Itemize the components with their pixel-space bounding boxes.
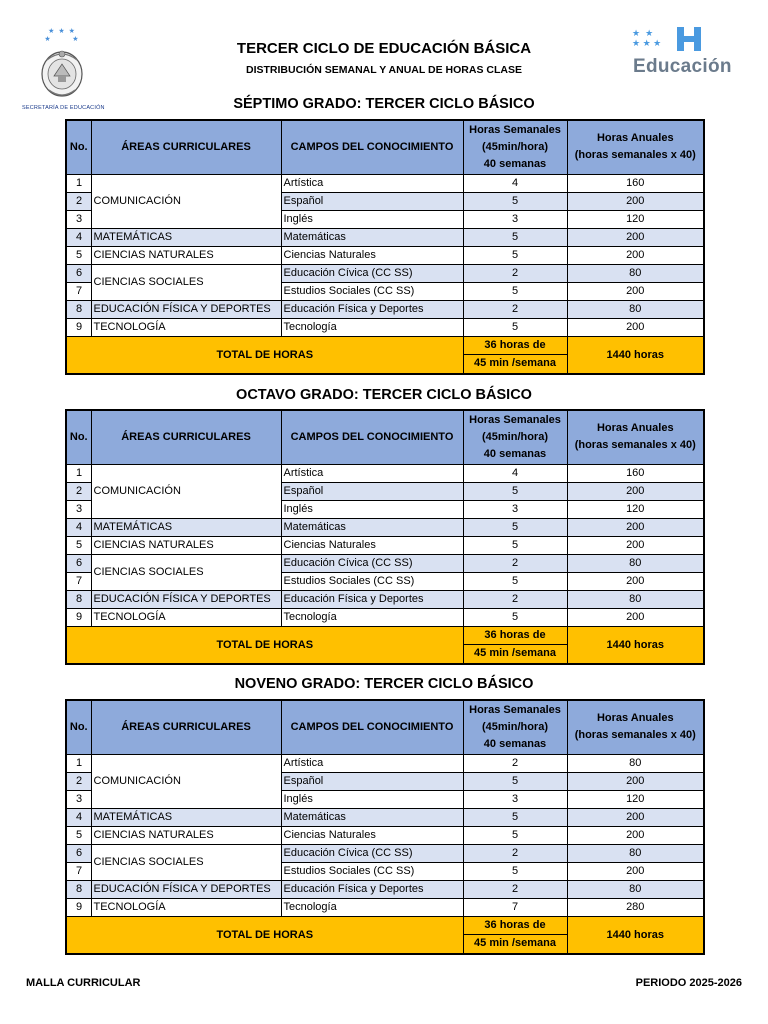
horas-anuales-cell: 200 xyxy=(567,482,704,500)
area-cell: EDUCACIÓN FÍSICA Y DEPORTES xyxy=(91,300,281,318)
row-number: 7 xyxy=(66,282,91,300)
horas-semanales-cell: 5 xyxy=(463,536,567,554)
col-header-no: No. xyxy=(66,410,91,464)
row-number: 4 xyxy=(66,228,91,246)
row-number: 6 xyxy=(66,554,91,572)
horas-semanales-cell: 2 xyxy=(463,264,567,282)
col-header-no: No. xyxy=(66,120,91,174)
grade-title: OCTAVO GRADO: TERCER CICLO BÁSICO xyxy=(236,387,532,403)
table-row xyxy=(66,246,704,264)
table-row xyxy=(66,264,704,282)
hours-table xyxy=(65,119,705,375)
row-number: 3 xyxy=(66,210,91,228)
total-row xyxy=(66,626,704,664)
horas-anuales-cell: 120 xyxy=(567,210,704,228)
header-line: Horas Anuales xyxy=(596,712,674,725)
horas-anuales-cell: 200 xyxy=(567,772,704,790)
campo-cell: Ciencias Naturales xyxy=(281,826,463,844)
header-line: 40 semanas xyxy=(483,447,547,460)
horas-semanales-cell: 4 xyxy=(463,464,567,482)
total-label: TOTAL DE HORAS xyxy=(66,916,463,954)
campo-cell: Matemáticas xyxy=(281,228,463,246)
horas-anuales-cell: 200 xyxy=(567,518,704,536)
row-number: 7 xyxy=(66,862,91,880)
header-line: Horas Anuales xyxy=(596,132,674,145)
area-cell: COMUNICACIÓN xyxy=(91,754,281,808)
hours-table xyxy=(65,699,705,955)
table-row xyxy=(66,844,704,862)
row-number: 3 xyxy=(66,500,91,518)
campo-cell: Educación Física y Deportes xyxy=(281,880,463,898)
table-row xyxy=(66,300,704,318)
header-line: 40 semanas xyxy=(483,157,547,170)
campo-cell: Ciencias Naturales xyxy=(281,246,463,264)
campo-cell: Educación Física y Deportes xyxy=(281,590,463,608)
horas-anuales-cell: 80 xyxy=(567,264,704,282)
horas-anuales-cell: 200 xyxy=(567,536,704,554)
footer-period: PERIODO 2025-2026 xyxy=(635,977,742,989)
header-line: (45min/hora) xyxy=(481,430,548,443)
total-row xyxy=(66,336,704,374)
table-row xyxy=(66,590,704,608)
header-line: Horas Semanales xyxy=(469,123,561,136)
row-number: 6 xyxy=(66,264,91,282)
campo-cell: Matemáticas xyxy=(281,808,463,826)
horas-anuales-cell: 200 xyxy=(567,608,704,626)
horas-anuales-cell: 200 xyxy=(567,572,704,590)
table-row xyxy=(66,754,704,772)
campo-cell: Estudios Sociales (CC SS) xyxy=(281,862,463,880)
header-line: (horas semanales x 40) xyxy=(574,439,696,452)
header-line: (horas semanales x 40) xyxy=(574,149,696,162)
document-title: TERCER CICLO DE EDUCACIÓN BÁSICA xyxy=(236,40,532,57)
campo-cell: Matemáticas xyxy=(281,518,463,536)
col-header-campos: CAMPOS DEL CONOCIMIENTO xyxy=(281,120,463,174)
area-cell: TECNOLOGÍA xyxy=(91,608,281,626)
horas-anuales-cell: 80 xyxy=(567,590,704,608)
row-number: 5 xyxy=(66,826,91,844)
campo-cell: Inglés xyxy=(281,790,463,808)
area-cell: CIENCIAS SOCIALES xyxy=(91,264,281,300)
row-number: 8 xyxy=(66,300,91,318)
campo-cell: Español xyxy=(281,482,463,500)
row-number: 7 xyxy=(66,572,91,590)
campo-cell: Ciencias Naturales xyxy=(281,536,463,554)
horas-semanales-cell: 3 xyxy=(463,790,567,808)
col-header-horas-semanales xyxy=(463,120,567,174)
horas-anuales-cell: 280 xyxy=(567,898,704,916)
col-header-areas: ÁREAS CURRICULARES xyxy=(91,120,281,174)
horas-semanales-cell: 5 xyxy=(463,228,567,246)
total-anual: 1440 horas xyxy=(567,336,704,374)
horas-anuales-cell: 200 xyxy=(567,282,704,300)
row-number: 6 xyxy=(66,844,91,862)
total-semanal xyxy=(463,336,567,374)
row-number: 1 xyxy=(66,464,91,482)
horas-semanales-cell: 5 xyxy=(463,282,567,300)
horas-semanales-cell: 5 xyxy=(463,608,567,626)
horas-anuales-cell: 120 xyxy=(567,500,704,518)
horas-anuales-cell: 80 xyxy=(567,754,704,772)
horas-semanales-cell: 2 xyxy=(463,590,567,608)
campo-cell: Estudios Sociales (CC SS) xyxy=(281,572,463,590)
grade-title: SÉPTIMO GRADO: TERCER CICLO BÁSICO xyxy=(233,96,535,112)
total-semanal-line: 36 horas de xyxy=(464,337,567,355)
row-number: 9 xyxy=(66,318,91,336)
col-header-areas: ÁREAS CURRICULARES xyxy=(91,700,281,754)
header-line: Horas Semanales xyxy=(469,703,561,716)
logo-caption: SECRETARÍA DE EDUCACIÓN xyxy=(22,105,105,111)
horas-anuales-cell: 120 xyxy=(567,790,704,808)
horas-anuales-cell: 200 xyxy=(567,808,704,826)
table-row xyxy=(66,898,704,916)
campo-cell: Inglés xyxy=(281,500,463,518)
row-number: 1 xyxy=(66,754,91,772)
horas-semanales-cell: 5 xyxy=(463,318,567,336)
horas-semanales-cell: 3 xyxy=(463,210,567,228)
area-cell: EDUCACIÓN FÍSICA Y DEPORTES xyxy=(91,880,281,898)
horas-anuales-cell: 80 xyxy=(567,844,704,862)
logo-text: Educación xyxy=(633,56,732,77)
horas-anuales-cell: 200 xyxy=(567,246,704,264)
total-semanal-line: 45 min /semana xyxy=(474,646,556,659)
total-row xyxy=(66,916,704,954)
row-number: 2 xyxy=(66,192,91,210)
total-semanal xyxy=(463,916,567,954)
area-cell: CIENCIAS SOCIALES xyxy=(91,554,281,590)
area-cell: COMUNICACIÓN xyxy=(91,464,281,518)
horas-anuales-cell: 80 xyxy=(567,880,704,898)
campo-cell: Inglés xyxy=(281,210,463,228)
row-number: 5 xyxy=(66,536,91,554)
horas-anuales-cell: 160 xyxy=(567,464,704,482)
row-number: 4 xyxy=(66,808,91,826)
campo-cell: Español xyxy=(281,772,463,790)
campo-cell: Educación Física y Deportes xyxy=(281,300,463,318)
campo-cell: Educación Cívica (CC SS) xyxy=(281,554,463,572)
col-header-horas-semanales xyxy=(463,700,567,754)
row-number: 3 xyxy=(66,790,91,808)
table-row xyxy=(66,174,704,192)
table-row xyxy=(66,464,704,482)
header-line: 40 semanas xyxy=(483,737,547,750)
row-number: 5 xyxy=(66,246,91,264)
campo-cell: Español xyxy=(281,192,463,210)
table-row xyxy=(66,536,704,554)
area-cell: MATEMÁTICAS xyxy=(91,228,281,246)
row-number: 9 xyxy=(66,608,91,626)
area-cell: CIENCIAS SOCIALES xyxy=(91,844,281,880)
horas-semanales-cell: 5 xyxy=(463,772,567,790)
row-number: 8 xyxy=(66,590,91,608)
header-line: Horas Semanales xyxy=(469,413,561,426)
col-header-areas: ÁREAS CURRICULARES xyxy=(91,410,281,464)
horas-semanales-cell: 5 xyxy=(463,826,567,844)
campo-cell: Artística xyxy=(281,754,463,772)
horas-semanales-cell: 5 xyxy=(463,192,567,210)
col-header-campos: CAMPOS DEL CONOCIMIENTO xyxy=(281,410,463,464)
header-line: (45min/hora) xyxy=(481,720,548,733)
header-line: (45min/hora) xyxy=(481,140,548,153)
horas-anuales-cell: 80 xyxy=(567,554,704,572)
area-cell: CIENCIAS NATURALES xyxy=(91,246,281,264)
horas-semanales-cell: 2 xyxy=(463,300,567,318)
horas-anuales-cell: 200 xyxy=(567,318,704,336)
horas-semanales-cell: 4 xyxy=(463,174,567,192)
campo-cell: Artística xyxy=(281,174,463,192)
horas-semanales-cell: 5 xyxy=(463,862,567,880)
horas-anuales-cell: 200 xyxy=(567,826,704,844)
total-semanal xyxy=(463,626,567,664)
campo-cell: Tecnología xyxy=(281,608,463,626)
total-semanal-line: 45 min /semana xyxy=(474,936,556,949)
col-header-horas-anuales xyxy=(567,410,704,464)
horas-anuales-cell: 160 xyxy=(567,174,704,192)
logo-stars-icon: ★ ★ ★ ★ ★ xyxy=(632,28,662,48)
total-semanal-line: 36 horas de xyxy=(464,627,567,645)
header-line: Horas Anuales xyxy=(596,422,674,435)
total-label: TOTAL DE HORAS xyxy=(66,336,463,374)
horas-semanales-cell: 2 xyxy=(463,754,567,772)
horas-semanales-cell: 7 xyxy=(463,898,567,916)
campo-cell: Educación Cívica (CC SS) xyxy=(281,844,463,862)
campo-cell: Educación Cívica (CC SS) xyxy=(281,264,463,282)
horas-semanales-cell: 2 xyxy=(463,554,567,572)
horas-semanales-cell: 3 xyxy=(463,500,567,518)
horas-semanales-cell: 2 xyxy=(463,844,567,862)
area-cell: MATEMÁTICAS xyxy=(91,518,281,536)
total-label: TOTAL DE HORAS xyxy=(66,626,463,664)
horas-semanales-cell: 5 xyxy=(463,808,567,826)
campo-cell: Artística xyxy=(281,464,463,482)
col-header-campos: CAMPOS DEL CONOCIMIENTO xyxy=(281,700,463,754)
area-cell: TECNOLOGÍA xyxy=(91,898,281,916)
hours-table xyxy=(65,409,705,665)
campo-cell: Tecnología xyxy=(281,318,463,336)
row-number: 1 xyxy=(66,174,91,192)
horas-anuales-cell: 200 xyxy=(567,228,704,246)
table-row xyxy=(66,554,704,572)
row-number: 8 xyxy=(66,880,91,898)
table-row xyxy=(66,518,704,536)
table-row xyxy=(66,228,704,246)
seal-stars-icon: ★ ★ ★ ★ ★ xyxy=(44,28,80,43)
row-number: 2 xyxy=(66,482,91,500)
table-row xyxy=(66,826,704,844)
row-number: 2 xyxy=(66,772,91,790)
horas-anuales-cell: 200 xyxy=(567,192,704,210)
col-header-horas-anuales xyxy=(567,700,704,754)
horas-semanales-cell: 5 xyxy=(463,482,567,500)
header-line: (horas semanales x 40) xyxy=(574,729,696,742)
total-anual: 1440 horas xyxy=(567,626,704,664)
footer-label: MALLA CURRICULAR xyxy=(26,977,141,989)
area-cell: COMUNICACIÓN xyxy=(91,174,281,228)
table-row xyxy=(66,880,704,898)
table-row xyxy=(66,318,704,336)
table-row xyxy=(66,608,704,626)
area-cell: CIENCIAS NATURALES xyxy=(91,536,281,554)
total-anual: 1440 horas xyxy=(567,916,704,954)
grade-title: NOVENO GRADO: TERCER CICLO BÁSICO xyxy=(234,676,534,692)
total-semanal-line: 36 horas de xyxy=(464,917,567,935)
row-number: 9 xyxy=(66,898,91,916)
area-cell: CIENCIAS NATURALES xyxy=(91,826,281,844)
campo-cell: Tecnología xyxy=(281,898,463,916)
campo-cell: Estudios Sociales (CC SS) xyxy=(281,282,463,300)
document-subtitle: DISTRIBUCIÓN SEMANAL Y ANUAL DE HORAS CLASE xyxy=(246,64,522,76)
col-header-horas-anuales xyxy=(567,120,704,174)
horas-semanales-cell: 5 xyxy=(463,246,567,264)
col-header-horas-semanales xyxy=(463,410,567,464)
horas-anuales-cell: 200 xyxy=(567,862,704,880)
horas-anuales-cell: 80 xyxy=(567,300,704,318)
horas-semanales-cell: 2 xyxy=(463,880,567,898)
area-cell: MATEMÁTICAS xyxy=(91,808,281,826)
row-number: 4 xyxy=(66,518,91,536)
area-cell: TECNOLOGÍA xyxy=(91,318,281,336)
horas-semanales-cell: 5 xyxy=(463,572,567,590)
table-row xyxy=(66,808,704,826)
area-cell: EDUCACIÓN FÍSICA Y DEPORTES xyxy=(91,590,281,608)
col-header-no: No. xyxy=(66,700,91,754)
total-semanal-line: 45 min /semana xyxy=(474,356,556,369)
horas-semanales-cell: 5 xyxy=(463,518,567,536)
